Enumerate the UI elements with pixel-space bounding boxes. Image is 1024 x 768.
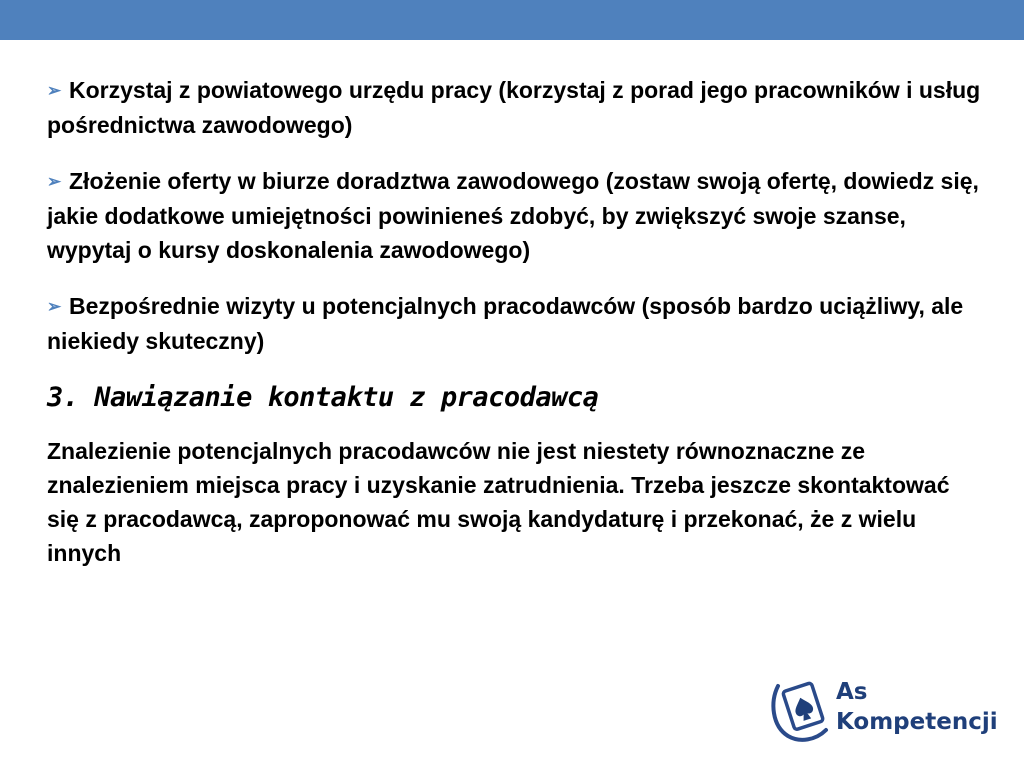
bullet-item-1 — [47, 73, 987, 142]
top-bar — [0, 0, 1024, 40]
logo-text-line1: As — [836, 679, 868, 705]
bullet-item-2 — [47, 164, 987, 267]
logo-text-line2: Kompetencji — [836, 709, 998, 735]
section-heading: 3. Nawiązanie kontaktu z pracodawcą — [47, 382, 599, 413]
arrow-bullet-icon: ➢ — [47, 172, 62, 191]
bullet-item-3 — [47, 289, 987, 358]
slide-content — [47, 73, 987, 570]
body-paragraph: Znalezienie potencjalnych pracodawców nie jest niestety równoznaczne ze znalezieniem miejsca pracy i uzyskanie zatrudnienia. Trzeba jeszcze skontaktować się z pracodawcą, zaproponować mu swoją kandydaturę i przekonać, że z wielu innych — [47, 438, 950, 566]
bullet-text-1: Korzystaj z powiatowego urzędu pracy (korzystaj z porad jego pracowników i usług pośrednictwa zawodowego) — [47, 77, 981, 138]
bullet-text-3: Bezpośrednie wizyty u potencjalnych pracodawców (sposób bardzo uciążliwy, ale niekiedy skuteczny) — [47, 293, 964, 354]
spade-card-icon — [768, 668, 834, 744]
arrow-bullet-icon: ➢ — [47, 297, 62, 316]
as-kompetencji-logo — [768, 668, 1000, 744]
arrow-bullet-icon: ➢ — [47, 81, 62, 100]
bullet-text-2: Złożenie oferty w biurze doradztwa zawodowego (zostaw swoją ofertę, dowiedz się, jakie dodatkowe umiejętności powinieneś zdobyć, by zwiększyć swoje szanse, wypytaj o kursy doskonalenia zawodowego) — [47, 168, 979, 263]
